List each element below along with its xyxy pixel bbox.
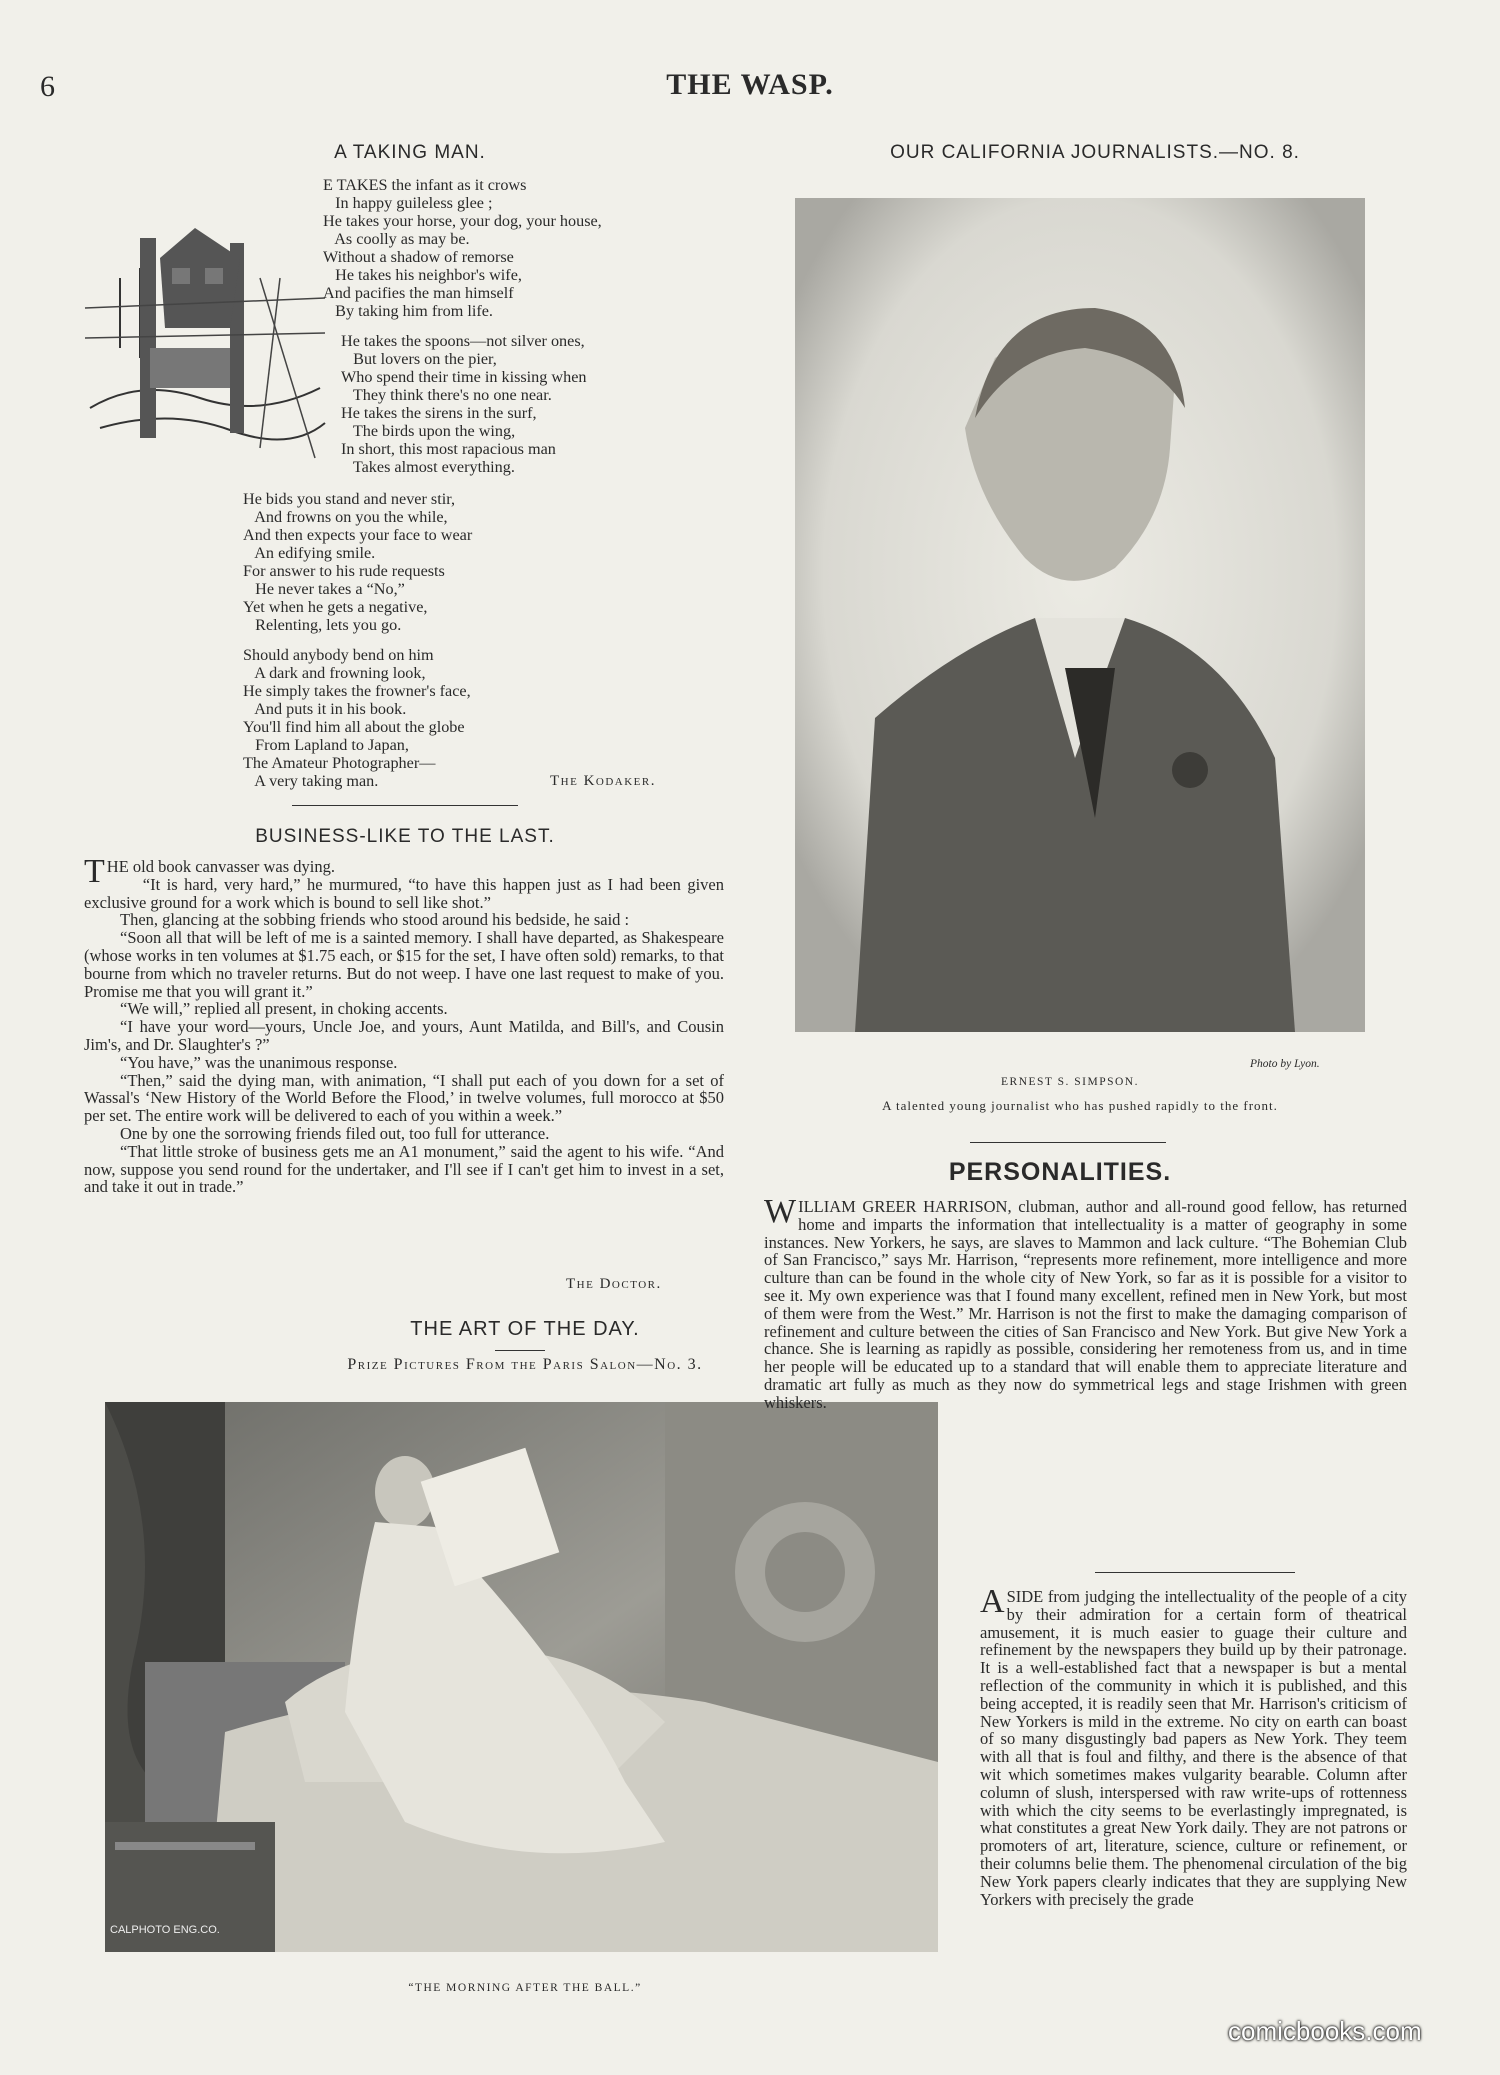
business-article <box>84 853 724 1197</box>
journalist-name: ERNEST S. SIMPSON. <box>1001 1076 1139 1088</box>
journalist-caption: A talented young journalist who has pushed rapidly to the front. <box>882 1098 1278 1113</box>
business-paragraph: “Soon all that will be left of me is a sainted memory. I shall have departed, as Shakespeare (whose works in ten volumes at $1.75 each, or $15 for the set, I have often sold) remarks, to that bourne from which no traveler returns. But do not weep. I have one last request to make of you. Promise me that you will grant it.” <box>84 928 724 1001</box>
photo-credit: Photo by Lyon. <box>1250 1058 1320 1070</box>
poem-stanza-3: He bids you stand and never stir, And frowns on you the while, And then expects your face to wear An edifying smile. For answer to his rude requests He never takes a “No,” Yet when he gets a negative, Relenting, lets you go. <box>243 490 473 634</box>
business-paragraph: “That little stroke of business gets me an A1 monument,” said the agent to his wife. “And now, suppose you send round for the undertaker, and I'll see if I can't get him to invest in a set, and take it out in trade.” <box>84 1141 724 1197</box>
personalities-paragraph-1: WILLIAM GREER HARRISON, clubman, author and all-round good fellow, has returned home and imparts the information that intellectuality is a matter of geography in some instances. New Yorkers, he says, are slaves to Mammon and lack culture. “The Bohemian Club of San Francisco,” says Mr. Harrison, “represents more refinement, more intelligence and more culture than can be found in the whole city of New York, so far as it is possible for a visitor to see it. My own experience was that I found many excellent, refined men in New York, but most of them were from the West.” Mr. Harrison is not the first to make the damaging comparison of refinement and culture between the cities of San Francisco and New York. But give New York a chance. She is learning as rapidly as possible, considering her remoteness from us, and in time her people will be educated up to a standard that will enable them to appreciate literature and dramatic art fully as much as they now do symmetrical legs and stage Irishmen with green whiskers. <box>764 1193 1407 1412</box>
poem-stanza-1: E TAKES the infant as it crows In happy guileless glee ; He takes your horse, your dog, your house, As coolly as may be. Without a shadow of remorse He takes his neighbor's wife, And pacifies the man himself By taking him from life. <box>323 176 602 320</box>
divider <box>292 805 518 806</box>
poem-stanza-2: He takes the spoons—not silver ones, But lovers on the pier, Who spend their time in kissing when They think there's no one near. He takes the sirens in the surf, The birds upon the wing, In short, this most rapacious man Takes almost everything. <box>341 332 587 476</box>
business-paragraph: One by one the sorrowing friends filed out, too full for utterance. <box>120 1123 550 1143</box>
divider <box>1095 1572 1295 1573</box>
business-paragraph: THE old book canvasser was dying. <box>84 853 335 890</box>
site-watermark: comicbooks.com <box>1228 2016 1422 2046</box>
business-paragraph: “Then,” said the dying man, with animation, “I shall put each of you down for a set of Wassal's ‘New History of the World Before the Flood,’ in twelve volumes, full morocco at $50 per set. The entire work will be delivered to each of you within a week.” <box>84 1070 724 1126</box>
morning-after-ball-painting <box>105 1402 938 1952</box>
business-paragraph: “I have your word—yours, Uncle Joe, and yours, Aunt Matilda, and Bill's, and Cousin Jim's, and Dr. Slaughter's ?” <box>84 1017 724 1054</box>
business-paragraph: Then, glancing at the sobbing friends who stood around his bedside, he said : <box>120 910 630 930</box>
ernest-simpson-portrait <box>795 198 1365 1032</box>
personalities-paragraph-2: ASIDE from judging the intellectuality of the people of a city by their admiration for a certain form of theatrical amusement, it is much easier to guage their culture and refinement by the newspapers they build up by their patronage. It is a well-established fact that a newspaper is but a mental reflection of the community in which it is published, and this being accepted, it is readily seen that Mr. Harrison's criticism of New Yorkers is mild in the extreme. No city on earth can boast of so many disgustingly bad papers as New York. They teem with all that is foul and filthy, and there is the absence of that wit which sometimes makes vulgarity bearable. Column after column of slush, interspersed with raw write-ups of rottenness with which the city seems to be everlastingly impregnated, is what constitutes a great New York daily. They are not patrons or promoters of art, literature, science, culture or refinement, or their columns belie them. The phenomenal circulation of the big New York papers clearly indicates that they are supplying New Yorkers with precisely the grade <box>980 1583 1407 1909</box>
poem-signature: The Kodaker. <box>550 773 656 789</box>
masthead-title: THE WASP. <box>666 68 834 101</box>
art-title: THE ART OF THE DAY. <box>410 1318 640 1340</box>
business-paragraph: “You have,” was the unanimous response. <box>120 1052 398 1072</box>
dropcap: T <box>84 853 105 890</box>
engraver-mark: CALPHOTO ENG.CO. <box>110 1924 220 1936</box>
business-signature: The Doctor. <box>566 1276 662 1292</box>
journalists-title: OUR CALIFORNIA JOURNALISTS.—NO. 8. <box>890 142 1300 163</box>
divider <box>970 1142 1166 1143</box>
personalities-title: PERSONALITIES. <box>948 1158 1172 1186</box>
camera-tripod-illustration <box>80 198 330 466</box>
business-paragraph: “We will,” replied all present, in choking accents. <box>120 999 448 1019</box>
poem-stanza-4: Should anybody bend on him A dark and frowning look, He simply takes the frowner's face, And puts it in his book. You'll find him all about the globe From Lapland to Japan, The Amateur Photographer— A very taking man. <box>243 646 471 790</box>
painting-caption: “THE MORNING AFTER THE BALL.” <box>408 1982 642 1994</box>
poem-title: A TAKING MAN. <box>334 142 486 163</box>
dropcap: A <box>980 1583 1005 1620</box>
business-title: BUSINESS-LIKE TO THE LAST. <box>255 826 555 847</box>
divider <box>495 1350 545 1351</box>
art-subtitle: Prize Pictures From the Paris Salon—No. 3. <box>347 1356 703 1373</box>
business-paragraph: “It is hard, very hard,” he murmured, “to have this happen just as I had been given exclusive ground for a work which is bound to sell like shot.” <box>84 874 724 912</box>
dropcap: W <box>764 1193 797 1230</box>
page-number: 6 <box>40 70 55 103</box>
